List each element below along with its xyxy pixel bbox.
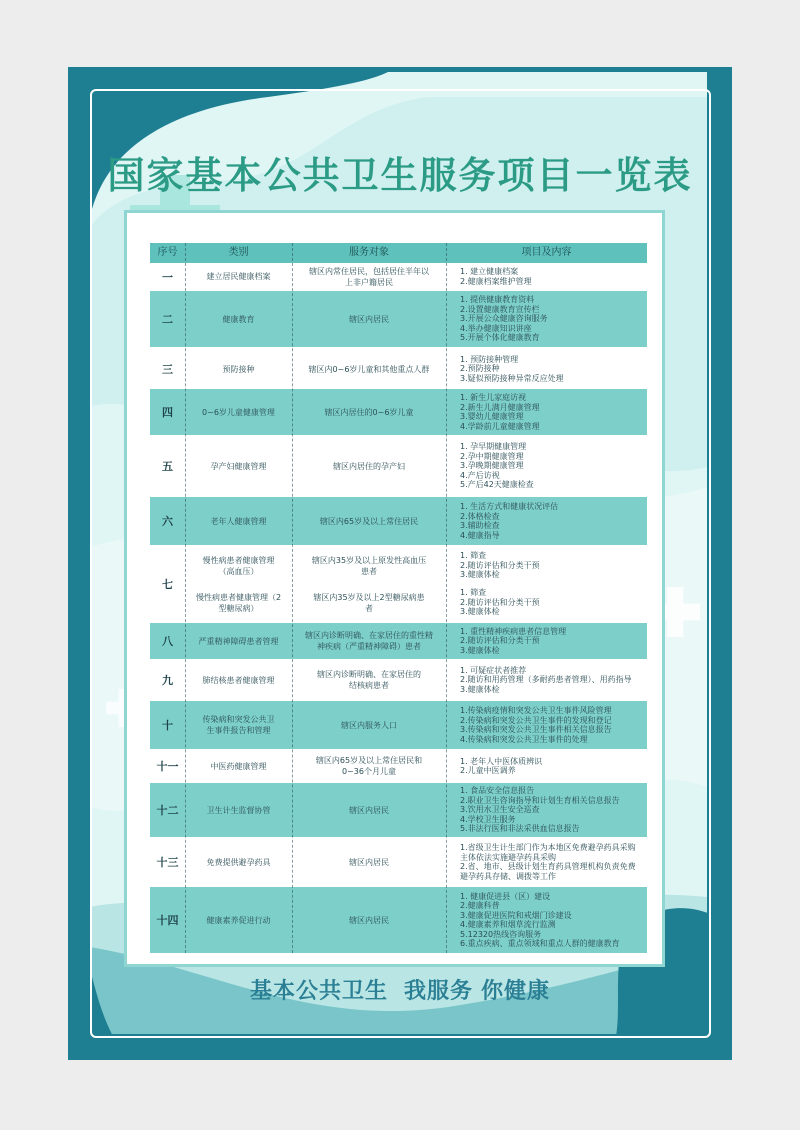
- item-line: 2.健康科普: [460, 901, 500, 910]
- item-line: 4.传染病和突发公共卫生事件的处理: [460, 734, 588, 744]
- item-line: 1. 老年人中医体质辨识: [460, 756, 543, 766]
- table-row: [150, 437, 647, 495]
- row-no: 六: [162, 515, 173, 528]
- item-line: 5.开展个体化健康教育: [460, 333, 540, 343]
- item-line: 4.健康素养和烟草流行监测: [460, 920, 556, 929]
- row-target: 辖区内居民: [349, 915, 389, 925]
- row-items: [446, 783, 647, 837]
- row-no: 九: [162, 674, 173, 687]
- item-line: 3.健康体检: [460, 570, 500, 580]
- items-diabetes: [460, 588, 647, 617]
- item-line: 3.饮用水卫生安全巡查: [460, 805, 540, 815]
- table-row: [150, 264, 647, 289]
- row-no: 四: [162, 406, 173, 419]
- row-target: 辖区内服务人口: [341, 720, 397, 730]
- row-no: 七: [162, 578, 173, 591]
- table-row: [150, 701, 647, 749]
- row-category: 严重精神障碍患者管理: [198, 636, 279, 646]
- item-line: 4.健康指导: [460, 530, 500, 540]
- item-line: 5.产后42天健康检查: [460, 480, 534, 490]
- table-row: [150, 349, 647, 389]
- table-row: [150, 661, 647, 699]
- row-no: 一: [162, 270, 173, 284]
- table-row: [150, 291, 647, 347]
- header-items: 项目及内容: [521, 247, 572, 258]
- row-no: 十: [162, 719, 173, 732]
- row-items: [446, 547, 647, 621]
- poster: [68, 67, 732, 1060]
- item-line: 2.省、地市、县级计划生育药具管理机构负责免费避孕药具存储、调拨等工作: [460, 862, 636, 881]
- category-diabetes: 慢性病患者健康管理（2型糖尿病）: [195, 592, 282, 613]
- row-category: 卫生计生监督协管: [206, 805, 271, 815]
- slogan-part: 我服务: [403, 979, 473, 1004]
- item-line: 3.健康促进医院和戒烟门诊建设: [460, 910, 572, 920]
- row-no: 十三: [156, 856, 179, 869]
- table-row: [150, 783, 647, 837]
- row-category: [185, 547, 292, 621]
- row-target: 辖区内居民: [349, 314, 389, 324]
- row-items: [446, 623, 647, 659]
- items-hypertension: [460, 551, 647, 580]
- row-items: [446, 349, 647, 389]
- row-category: 健康素养促进行动: [206, 915, 271, 925]
- row-category: 孕产妇健康管理: [210, 461, 267, 471]
- column-divider: [446, 243, 447, 953]
- item-line: 2.随访和用药管理（多耐药患者管理）、用药指导: [460, 675, 632, 685]
- item-line: 2.设置健康教育宣传栏: [460, 304, 540, 314]
- item-line: 4.学龄前儿童健康管理: [460, 421, 540, 431]
- row-category: 免费提供避孕药具: [206, 857, 271, 867]
- row-category: 健康教育: [222, 314, 255, 324]
- table-row: [150, 751, 647, 781]
- item-line: 2.健康档案维护管理: [460, 276, 532, 286]
- item-line: 1. 建立健康档案: [460, 267, 519, 276]
- item-line: 3.孕晚期健康管理: [460, 461, 524, 471]
- item-line: 2.职业卫生咨询指导和计划生育相关信息报告: [460, 795, 620, 805]
- row-target: 辖区内常住居民，包括居住半年以上非户籍居民: [309, 266, 429, 287]
- item-line: 2.预防接种: [460, 364, 500, 374]
- item-line: 2.体格检查: [460, 511, 500, 521]
- target-hypertension: 辖区内35岁及以上原发性高血压患者: [311, 555, 427, 576]
- item-line: 5.12320热线咨询服务: [460, 929, 542, 939]
- row-items: [446, 291, 647, 347]
- table-row: [150, 839, 647, 885]
- table-header: [150, 243, 647, 263]
- table-row: [150, 623, 647, 659]
- row-target: 辖区内居住的0~6岁儿童: [324, 407, 414, 417]
- item-line: 3.健康体检: [460, 645, 500, 655]
- table-row: [150, 887, 647, 953]
- row-items: [446, 389, 647, 435]
- row-no: 二: [162, 313, 173, 326]
- row-target: 辖区内居民: [349, 805, 389, 815]
- row-items: [446, 751, 647, 781]
- column-divider: [185, 243, 186, 953]
- table-row: [150, 497, 647, 545]
- item-line: 1. 生活方式和健康状况评估: [460, 502, 559, 511]
- header-no: 序号: [157, 247, 178, 258]
- item-line: 3.健康体检: [460, 684, 500, 694]
- row-category: 老年人健康管理: [210, 516, 267, 526]
- row-target: 辖区内诊断明确、在家居住的结核病患者: [317, 670, 421, 690]
- item-line: 1. 预防接种管理: [460, 354, 519, 364]
- row-items: [446, 497, 647, 545]
- row-target: 辖区内65岁及以上常住居民: [319, 516, 419, 526]
- item-line: 1.传染病疫情和突发公共卫生事件风险管理: [460, 706, 612, 715]
- row-items: [446, 887, 647, 953]
- row-target: 辖区内居民: [349, 857, 389, 867]
- row-category: 0~6岁儿童健康管理: [202, 407, 275, 417]
- row-no: 五: [162, 460, 173, 473]
- row-target: 辖区内65岁及以上常住居民和0~36个月儿童: [315, 756, 423, 776]
- row-items: [446, 701, 647, 749]
- item-line: 1. 孕早期健康管理: [460, 442, 527, 452]
- row-category: 预防接种: [222, 364, 255, 374]
- item-line: 2.孕中期健康管理: [460, 451, 524, 461]
- slogan-part: 基本公共卫生: [249, 979, 388, 1004]
- column-divider: [292, 243, 293, 953]
- item-line: 1. 重性精神疾病患者信息管理: [460, 626, 567, 636]
- table-row: [150, 547, 647, 621]
- row-category: 肺结核患者健康管理: [202, 675, 275, 685]
- row-items: [446, 264, 647, 289]
- item-line: 1. 提供健康教育资料: [460, 295, 535, 305]
- item-line: 2.传染病和突发公共卫生事件的发现和登记: [460, 715, 612, 725]
- row-items: [446, 661, 647, 699]
- item-line: 1. 筛查: [460, 551, 487, 561]
- target-diabetes: 辖区内35岁及以上2型糖尿病患者: [313, 592, 425, 613]
- row-no: 十二: [156, 804, 179, 817]
- item-line: 1. 食品安全信息报告: [460, 786, 535, 796]
- slogan-part: 你健康: [481, 979, 551, 1004]
- category-hypertension: 慢性病患者健康管理（高血压）: [202, 555, 275, 576]
- row-no: 三: [162, 363, 173, 376]
- row-no: 十四: [156, 914, 179, 927]
- item-line: 3.婴幼儿健康管理: [460, 412, 524, 421]
- row-no: 十一: [156, 760, 179, 773]
- item-line: 1. 健康促进县（区）建设: [460, 891, 551, 901]
- item-line: 2.随访评估和分类干预: [460, 636, 540, 646]
- header-target: 服务对象: [349, 247, 389, 258]
- slogan: [68, 974, 732, 1005]
- item-line: 4.产后访视: [460, 470, 500, 480]
- row-category: 建立居民健康档案: [206, 272, 271, 281]
- page-title: 国家基本公共卫生服务项目一览表: [107, 154, 693, 197]
- item-line: 1.省级卫生计生部门作为本地区免费避孕药具采购主体依法实施避孕药具采购: [460, 843, 636, 862]
- item-line: 2.随访评估和分类干预: [460, 560, 540, 570]
- row-target: 辖区内0~6岁儿童和其他重点人群: [308, 364, 430, 374]
- row-no: 八: [162, 635, 173, 648]
- row-category: 中医药健康管理: [210, 761, 267, 771]
- header-category: 类别: [228, 247, 249, 258]
- item-line: 2.儿童中医调养: [460, 766, 516, 775]
- table-row: [150, 389, 647, 435]
- item-line: 4.学校卫生服务: [460, 814, 516, 824]
- item-line: 3.健康体检: [460, 607, 500, 617]
- item-line: 1. 可疑症状者推荐: [460, 665, 527, 675]
- row-target: 辖区内诊断明确、在家居住的重性精神疾病（严重精神障碍）患者: [305, 631, 433, 651]
- item-line: 3.传染病和突发公共卫生事件相关信息报告: [460, 725, 612, 734]
- item-line: 4.举办健康知识讲座: [460, 323, 532, 333]
- row-items: [446, 839, 647, 885]
- row-items: [446, 437, 647, 495]
- item-line: 1. 新生儿家庭访视: [460, 393, 527, 402]
- item-line: 2.新生儿满月健康管理: [460, 402, 540, 412]
- row-target: [292, 547, 446, 621]
- item-line: 3.开展公众健康咨询服务: [460, 314, 548, 324]
- item-line: 3.辅助检查: [460, 521, 500, 530]
- item-line: 5.非法行医和非法采供血信息报告: [460, 824, 580, 834]
- item-line: 2.随访评估和分类干预: [460, 597, 540, 607]
- row-target: 辖区内居住的孕产妇: [333, 461, 405, 471]
- item-line: 3.疑似预防接种异常反应处理: [460, 373, 564, 383]
- item-line: 1. 筛查: [460, 588, 487, 598]
- row-category: 传染病和突发公共卫生事件报告和管理: [202, 715, 275, 735]
- item-line: 6.重点疾病、重点领域和重点人群的健康教育: [460, 939, 620, 948]
